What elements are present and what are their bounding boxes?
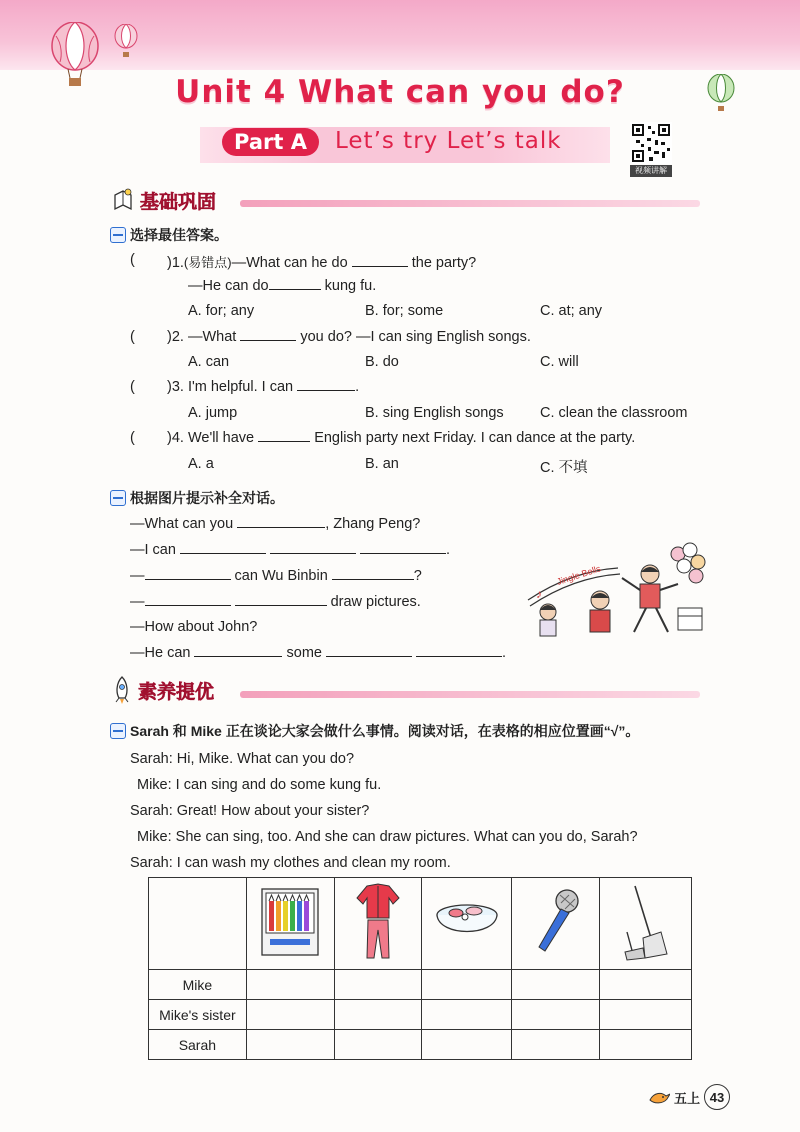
answer-cell[interactable]	[422, 1000, 512, 1030]
rocket-icon	[112, 676, 132, 704]
fill-blank[interactable]	[194, 655, 282, 657]
table-header-cell	[334, 878, 422, 970]
answer-cell[interactable]	[600, 1000, 692, 1030]
part-badge: Part A	[222, 128, 319, 156]
answer-cell[interactable]	[422, 970, 512, 1000]
dialog-line: — can Wu Binbin ?	[130, 568, 422, 584]
clothes-icon	[353, 882, 403, 962]
dialog-line: —What can you , Zhang Peng?	[130, 516, 421, 532]
answer-paren[interactable]: (	[130, 329, 135, 345]
question-stem: )4. We'll have English party next Friday. I can dance at the party.	[167, 430, 636, 446]
table-header-cell	[512, 878, 600, 970]
question-1-heading	[110, 225, 228, 245]
option-c[interactable]: C. clean the classroom	[540, 405, 688, 421]
answer-cell[interactable]	[246, 1030, 334, 1060]
answer-cell[interactable]	[246, 970, 334, 1000]
question-instruction: 根据图片提示补全对话。	[130, 490, 284, 506]
question-instruction: 选择最佳答案。	[130, 227, 228, 243]
section-divider	[240, 691, 700, 698]
option-b[interactable]: B. for; some	[365, 303, 444, 319]
question-stem: )3. I'm helpful. I can .	[167, 379, 360, 395]
answer-cell[interactable]	[512, 1000, 600, 1030]
table-row	[149, 1030, 692, 1060]
answer-cell[interactable]	[600, 1030, 692, 1060]
fill-blank[interactable]	[145, 578, 231, 580]
option-a[interactable]: A. a	[188, 456, 214, 472]
fill-blank[interactable]	[270, 552, 356, 554]
section-title: 素养提优	[138, 680, 215, 703]
qr-code-label: 视频讲解	[630, 165, 672, 177]
answer-paren[interactable]: (	[130, 252, 135, 268]
answer-cell[interactable]	[334, 970, 422, 1000]
fill-blank[interactable]	[235, 604, 327, 606]
dialog-line: —He can some .	[130, 645, 507, 661]
broom-icon	[621, 882, 671, 962]
dialog-line: Sarah: I can wash my clothes and clean my room.	[130, 855, 451, 871]
fill-blank[interactable]	[360, 552, 446, 554]
question-stem: —He can do kung fu.	[188, 278, 377, 294]
dialog-line: — draw pictures.	[130, 594, 421, 610]
option-b[interactable]: B. do	[365, 354, 399, 370]
question-3-heading	[110, 721, 639, 741]
row-label: Mike's sister	[149, 1000, 247, 1030]
option-c[interactable]: C. 不填	[540, 460, 588, 476]
option-b[interactable]: B. sing English songs	[365, 405, 504, 421]
answer-paren[interactable]: (	[130, 379, 135, 395]
section-divider	[240, 200, 700, 207]
fill-blank[interactable]	[297, 389, 355, 391]
bowl-icon	[434, 897, 500, 947]
question-marker-icon	[110, 227, 126, 243]
answer-paren[interactable]: (	[130, 430, 135, 446]
svg-text:♪: ♪	[536, 587, 542, 601]
fill-blank[interactable]	[180, 552, 266, 554]
kids-party-illustration	[518, 540, 708, 640]
fill-blank[interactable]	[326, 655, 412, 657]
dialog-line: Mike: She can sing, too. And she can draw pictures. What can you do, Sarah?	[137, 829, 638, 845]
answer-table	[148, 877, 692, 1060]
table-header-cell	[600, 878, 692, 970]
question-instruction: Sarah 和 Mike 正在谈论大家会做什么事情。阅读对话，在表格的相应位置画“√”。	[130, 723, 640, 739]
question-2-heading	[110, 488, 284, 508]
option-b[interactable]: B. an	[365, 456, 399, 472]
dialog-line: Mike: I can sing and do some kung fu.	[137, 777, 382, 793]
part-title: Let’s try Let’s talk	[335, 128, 562, 154]
answer-cell[interactable]	[512, 970, 600, 1000]
table-corner-cell	[149, 878, 247, 970]
section-heading-basic	[112, 186, 216, 214]
question-marker-icon	[110, 723, 126, 739]
svg-text:Jingle Bells: Jingle Bells	[555, 563, 602, 587]
table-header-cell	[246, 878, 334, 970]
fill-blank[interactable]	[258, 440, 310, 442]
option-c[interactable]: C. at; any	[540, 303, 603, 319]
crayons-icon	[260, 887, 320, 957]
page-footer	[648, 1084, 730, 1110]
dialog-line: —How about John?	[130, 619, 258, 635]
dialog-line: —I can .	[130, 542, 451, 558]
answer-cell[interactable]	[512, 1030, 600, 1060]
table-row	[149, 1000, 692, 1030]
table-header-row	[149, 878, 692, 970]
bird-icon	[648, 1088, 670, 1106]
table-row	[149, 970, 692, 1000]
section-heading-advanced	[112, 676, 214, 704]
fill-blank[interactable]	[332, 578, 414, 580]
dialog-line: Sarah: Hi, Mike. What can you do?	[130, 751, 355, 767]
microphone-icon	[531, 887, 581, 957]
hot-air-balloon-icon	[112, 24, 140, 60]
question-stem: )1.(易错点)—What can he do the party?	[167, 255, 477, 271]
fill-blank[interactable]	[240, 339, 296, 341]
lightbulb-book-icon	[112, 187, 134, 213]
fill-blank[interactable]	[416, 655, 502, 657]
question-marker-icon	[110, 490, 126, 506]
qr-code-icon[interactable]	[630, 122, 672, 164]
option-a[interactable]: A. can	[188, 354, 230, 370]
section-title: 基础巩固	[140, 190, 217, 213]
answer-cell[interactable]	[334, 1030, 422, 1060]
fill-blank[interactable]	[352, 265, 408, 267]
dialog-line: Sarah: Great! How about your sister?	[130, 803, 370, 819]
row-label: Mike	[149, 970, 247, 1000]
row-label: Sarah	[149, 1030, 247, 1060]
question-stem: )2. —What you do? —I can sing English songs.	[167, 329, 531, 345]
table-header-cell	[422, 878, 512, 970]
page-title: Unit 4 What can you do?	[175, 74, 625, 110]
answer-cell[interactable]	[334, 1000, 422, 1030]
answer-cell[interactable]	[600, 970, 692, 1000]
fill-blank[interactable]	[145, 604, 231, 606]
answer-cell[interactable]	[246, 1000, 334, 1030]
grade-label: 五上	[674, 1090, 701, 1106]
answer-cell[interactable]	[422, 1030, 512, 1060]
fill-blank[interactable]	[237, 526, 325, 528]
page-number: 43	[704, 1084, 730, 1110]
option-c[interactable]: C. will	[540, 354, 579, 370]
option-a[interactable]: A. jump	[188, 405, 238, 421]
option-a[interactable]: A. for; any	[188, 303, 255, 319]
fill-blank[interactable]	[269, 288, 321, 290]
